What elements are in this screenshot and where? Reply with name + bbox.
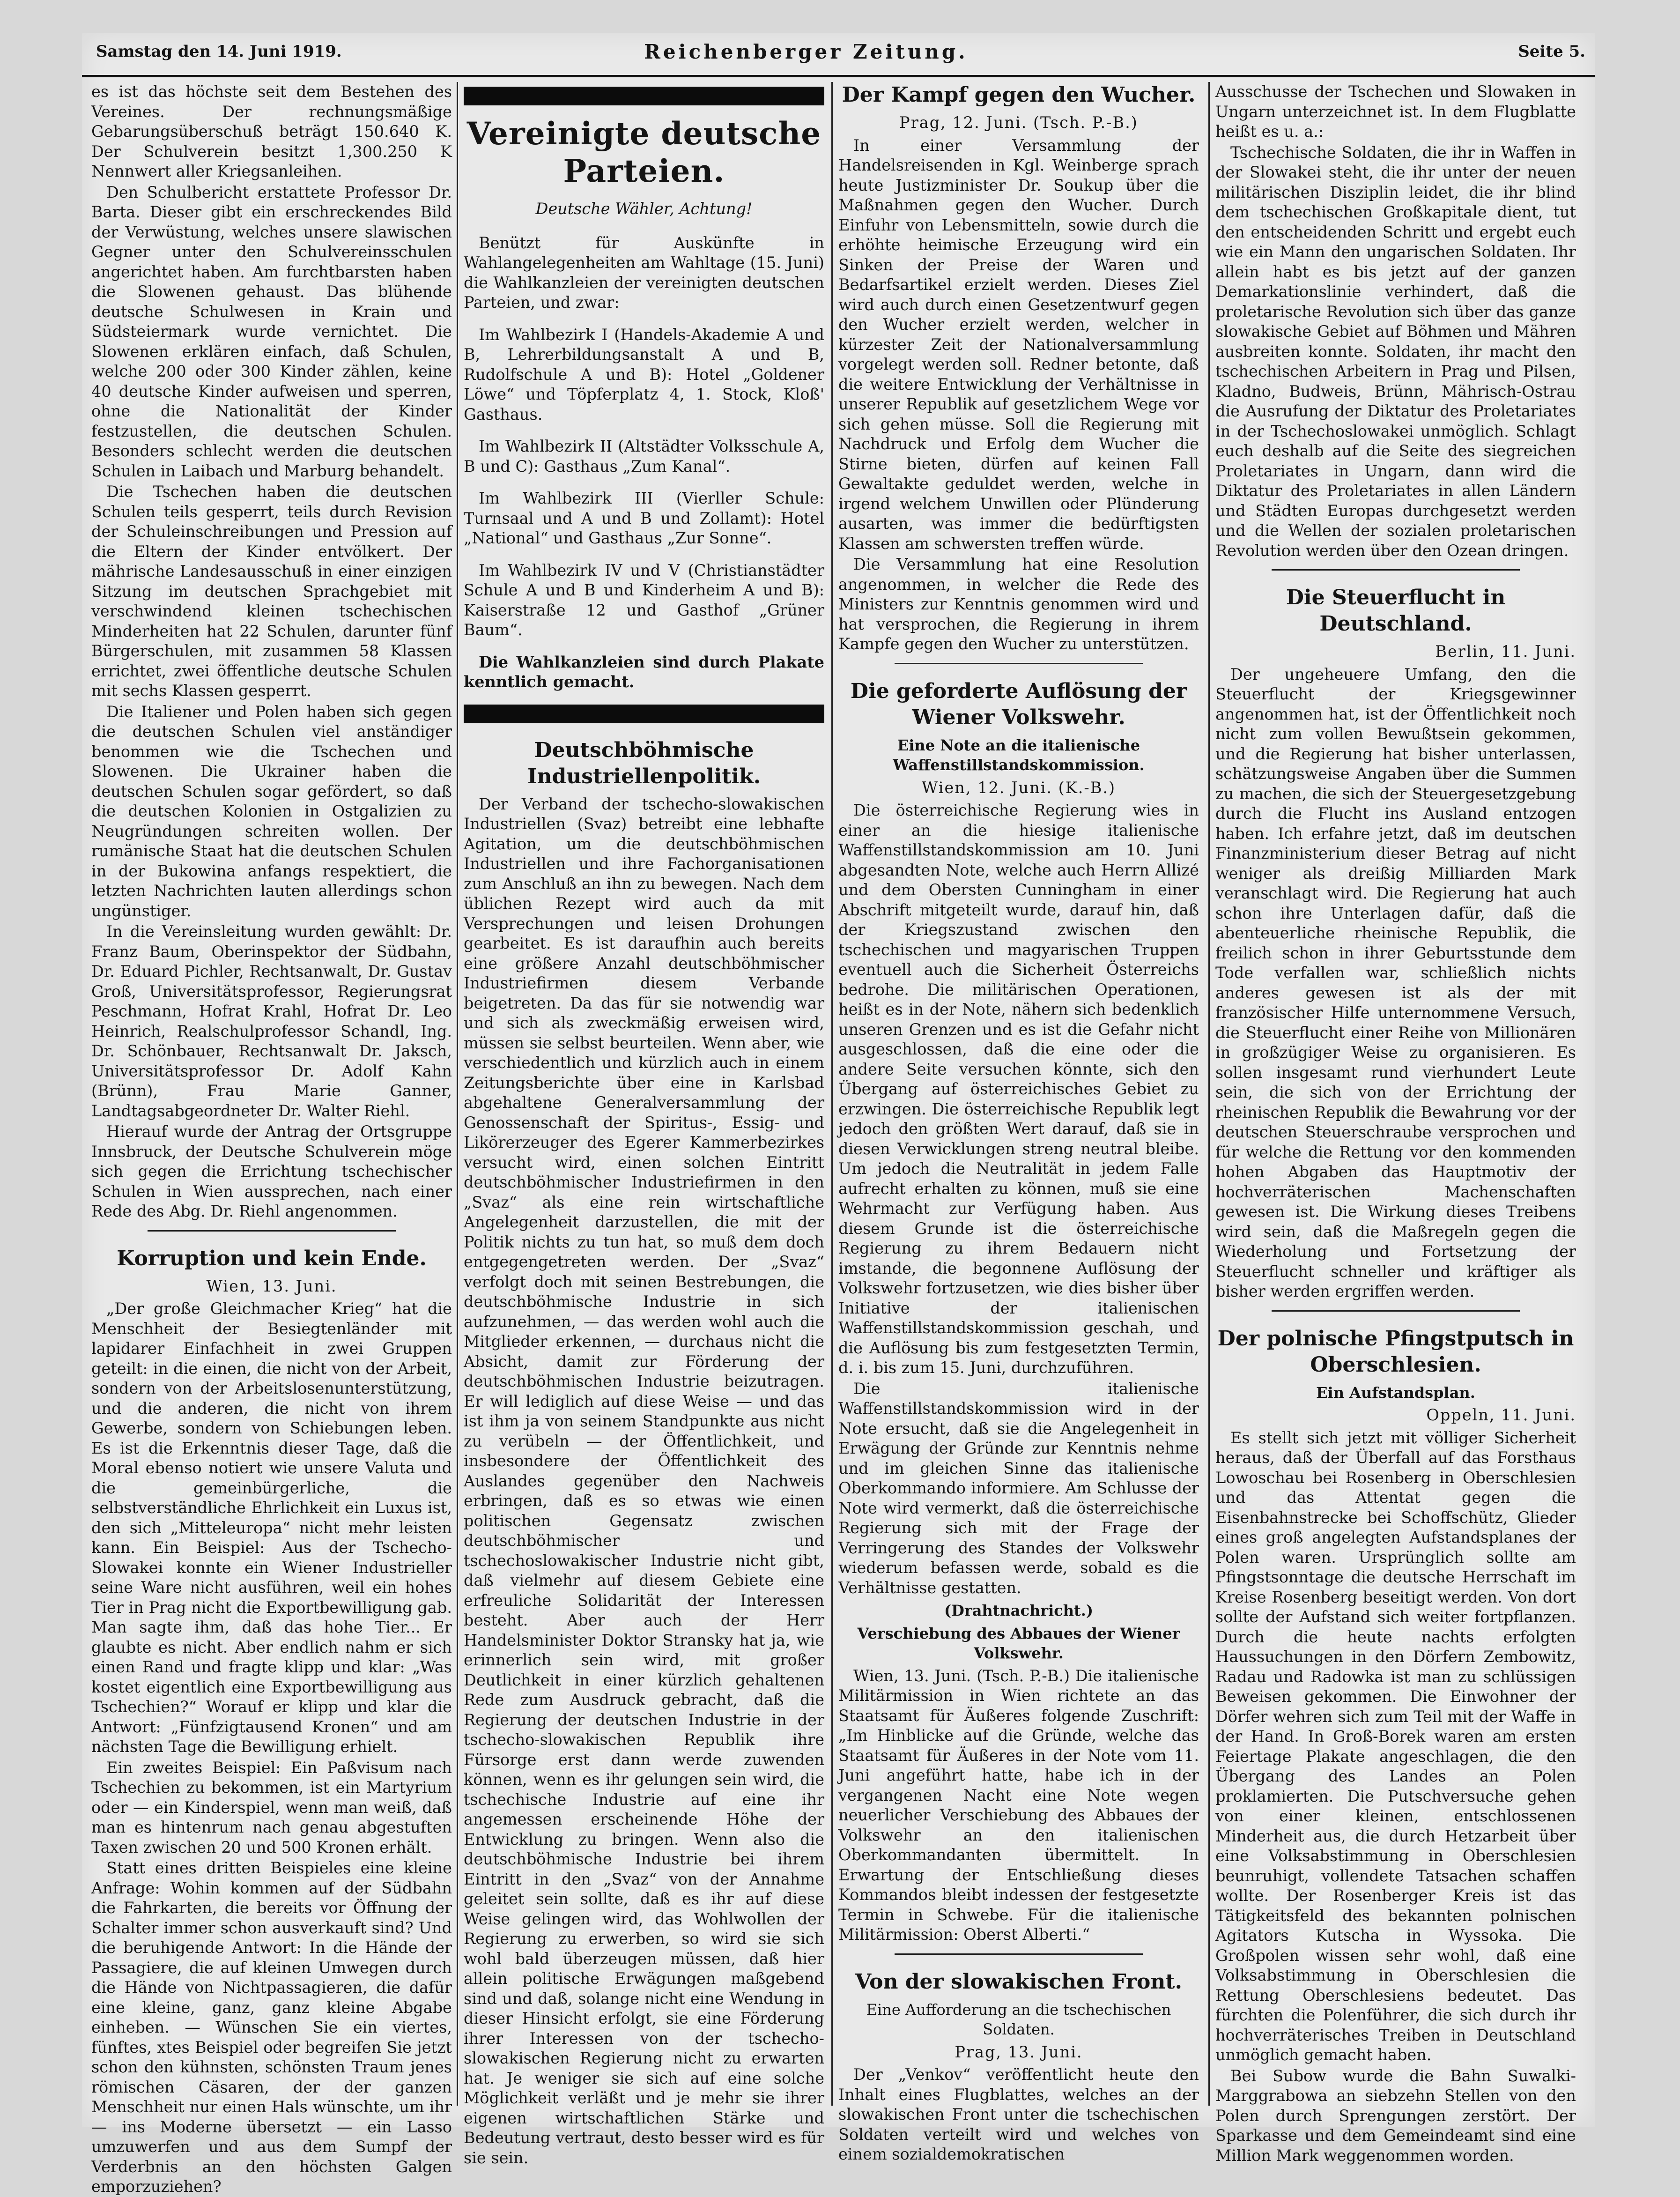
ad-paragraph: Die Wahlkanzleien sind durch Plakate kenntlich gemacht.: [464, 653, 824, 691]
article-paragraph: Bei Subow wurde die Bahn Suwalki-Marggrabowa an siebzehn Stellen von den Polen durch Sprengungen zerstört. Der Sparkasse und dem Gemeindeamt sind eine Million Mark weggenommen worden.: [1215, 2066, 1576, 2165]
dateline: Prag, 12. Juni. (Tsch. P.-B.): [899, 113, 1138, 132]
column-4: [1215, 82, 1576, 2165]
article-paragraph: Ein zweites Beispiel: Ein Paßvisum nach Tschechien zu bekommen, ist ein Martyrium oder — ein Kinderspiel, wenn man weiß, daß man es hintenrum nach genau abgestuften Taxen zwischen 20 und 500 Kronen erhält.: [91, 1758, 452, 1856]
article-paragraph: Die Tschechen haben die deutschen Schulen teils gesperrt, teils durch Revision der Schuleinschreibungen und Pression auf die Eltern der Kinder entvölkert. Der mährische Landesausschuß in einer einzigen Sitzung im deutschen Sprachgebiet mit verschwindend kleinen tschechischen Minderheiten hat 22 Schulen, darunter fünf Bürgerschulen, mit zusammen 58 Klassen errichtet, zwei öffentliche deutsche Schulen mit sechs Klassen gesperrt.: [91, 482, 452, 700]
article-paragraph: Die österreichische Regierung wies in einer an die hiesige italienische Waffenstillstandskommission am 10. Juni abgesandten Note, welche auch Herrn Allizé und dem Obersten Cunningham in einer Abschrift mitgeteilt wurde, darauf hin, daß der Kriegszustand zwischen den tschechischen und magyarischen Truppen eventuell auch die Sicherheit Österreichs bedrohe. Die militärischen Operationen, heißt es in der Note, nähern sich bedenklich unseren Grenzen und es ist die Gefahr nicht ausgeschlossen, daß die eine oder die andere Seite versuchen könnte, sich den Übergang auf österreichisches Gebiet zu erzwingen. Die österreichische Republik legt jedoch den größten Wert darauf, daß sie in diesen Verwicklungen streng neutral bleibe. Um jedoch die Neutralität in jedem Falle aufrecht erhalten zu können, muß sie eine Wehrmacht zur Verfügung haben. Aus diesem Grunde ist die österreichische Regierung zu ihrem Bedauern nicht imstande, die begonnene Auflösung der Volkswehr fortzusetzen, wie dies bisher über Initiative der italienischen Waffenstillstandskommission geschah, und die Auflösung bis zum festgesetzten Termin, d. i. bis zum 15. Juni, durchzuführen.: [838, 801, 1199, 1377]
section-rule: [895, 1953, 1143, 1955]
article-paragraph: Der „Venkov“ veröffentlicht heute den Inhalt eines Flugblattes, welches an der slowakischen Front unter die tschechischen Soldaten verteilt wird und welches von einem sozialdemokratischen: [838, 2065, 1199, 2163]
section-rule: [1272, 569, 1520, 571]
subheadline: Ein Aufstandsplan.: [1316, 1383, 1475, 1402]
article-paragraph: In einer Versammlung der Handelsreisenden in Kgl. Weinberge sprach heute Justizminister Dr. Soukup über die Maßnahmen gegen den Wucher. Durch Einfuhr von Lebensmitteln, sowie durch die erhöhte heimische Erzeugung wird ein Sinken der Preise der Waren und Bedarfsartikel erzielt werden. Dieses Ziel wird auch durch einen Gesetzentwurf gegen den Wucher erzielt werden, welcher in kürzester Zeit der Nationalversammlung vorgelegt werden soll. Redner betonte, daß die weitere Entwicklung der Verhältnisse in unserer Republik auf gesetzlichem Wege vor sich gehen müsse. Soll die Regierung mit Nachdruck und Erfolg dem Wucher die Stirne bieten, dürfen auf keinen Fall Gewaltakte geduldet werden, welche in irgend welchem Unwillen oder Plünderung ausarten, was immer die bedürftigsten Klassen am schwersten treffen würde.: [838, 136, 1199, 553]
article-paragraph: Die italienische Waffenstillstandskommission wird in der Note ersucht, daß sie die Angelegenheit in Erwägung der Gründe zur Kenntnis nehme und im gleichen Sinne das italienische Oberkommando informiere. Am Schlusse der Note wird vermerkt, daß die österreichische Regierung sich mit der Frage der Verringerung des Standes der Volkswehr wiederum befassen werde, sobald es die Verhältnisse gestatten.: [838, 1379, 1199, 1597]
headline-korruption: Korruption und kein Ende.: [117, 1246, 427, 1270]
headline-pfingstputsch: Der polnische Pfingstputsch in Oberschlesien.: [1217, 1326, 1574, 1377]
article-paragraph: Der Verband der tschecho-slowakischen Industriellen (Svaz) betreibt eine lebhafte Agitation, um die deutschböhmischen Industriellen und ihre Fachorganisationen zum Anschluß an ihn zu bewegen. Nach dem üblichen Rezept wird auch da mit Versprechungen und leisen Drohungen gearbeitet. Es ist daraufhin auch bereits eine größere Anzahl deutschböhmischer Industriefirmen diesem Verbande beigetreten. Da das für sie notwendig war und sich als zweckmäßig erweisen wird, müssen sie selbst beurteilen. Wenn aber, wie verschiedentlich und kürzlich auch in einem Zeitungsberichte über eine in Karlsbad abgehaltene Generalversammlung der Genossenschaft der Spiritus-, Essig- und Likörerzeuger des Egerer Kammerbezirkes versucht wird, einen solchen Eintritt deutschböhmischer Industriefirmen in den „Svaz“ als eine rein wirtschaftliche Angelegenheit darzustellen, die mit der Politik nichts zu tun hat, so muß dem doch entgegengetreten werden. Der „Svaz“ verfolgt doch mit seinen Bestrebungen, die deutschböhmische Industrie in sich aufzunehmen, — das werden wohl auch die Mitglieder erkennen, — durchaus nicht die Absicht, damit zur Förderung der deutschböhmischen Industrie beizutragen. Er will lediglich auf diese Weise — und das ist ihm ja von seinem Standpunkte aus nicht zu verübeln — der Öffentlichkeit, und insbesondere der Öffentlichkeit des Auslandes gegenüber den Nachweis erbringen, daß es so etwas wie einen politischen Gegensatz zwischen deutschböhmischer und tschechoslowakischer Industrie nicht gibt, daß vielmehr auf diesem Gebiete eine erfreuliche Solidarität der Interessen besteht. Aber auch der Herr Handelsminister Doktor Stransky hat ja, wie erinnerlich sein wird, mit großer Deutlichkeit in einer kürzlich gehaltenen Rede zum Ausdruck gebracht, daß die Regierung der deutschen Industrie in der tschecho-slowakischen Republik ihre Fürsorge erst dann werde zuwenden können, wenn es ihr gelungen sein wird, die tschechische Industrie auf eine ihr angemessen erscheinende Höhe der Entwicklung zu bringen. Wenn also die deutschböhmische Industrie bei ihrem Eintritt in den „Svaz“ von der Annahme geleitet sein sollte, daß es ihr auf diese Weise gelingen wird, das Wohlwollen der Regierung zu erwerben, so wird sie sich wohl bald überzeugen müssen, daß hier allein politische Erwägungen maßgebend sind und daß, solange nicht eine Wendung in dieser Hinsicht erfolgt, sie eine Förderung ihrer Interessen von der tschecho-slowakischen Regierung nicht zu erwarten hat. Je weniger sie sich auf eine solche Möglichkeit verläßt und je mehr sie ihrer eigenen wirtschaftlichen Stärke und Bedeutung vertraut, desto besser wird es für sie sein.: [464, 794, 824, 2167]
article-paragraph: In die Vereinsleitung wurden gewählt: Dr. Franz Baum, Oberinspektor der Südbahn, Dr. Eduard Pichler, Rechtsanwalt, Dr. Gustav Groß, Universitätsprofessor, Regierungsrat Peschmann, Hofrat Krahl, Hofrat Dr. Leo Heinrich, Realschulprofessor Schandl, Ing. Dr. Schönbauer, Rechtsanwalt Dr. Jaksch, Universitätsprofessor Dr. Adolf Kahn (Brünn), Frau Marie Ganner, Landtagsabgeordneter Dr. Walter Riehl.: [91, 922, 452, 1120]
column-divider: [1208, 82, 1210, 2106]
headline-steuerflucht: Die Steuerflucht in Deutschland.: [1286, 586, 1506, 636]
dateline: Berlin, 11. Juni.: [1435, 642, 1576, 661]
header-rule: [82, 75, 1595, 77]
headline-front: Von der slowakischen Front.: [855, 1969, 1182, 1994]
ad-top-bar: [464, 87, 824, 105]
column-3: [838, 82, 1199, 2163]
headline-wucher: Der Kampf gegen den Wucher.: [842, 83, 1196, 107]
article-paragraph: Der ungeheuere Umfang, den die Steuerflucht der Kriegsgewinner angenommen hat, ist der Öffentlichkeit noch nicht zum vollen Bewußtsein gekommen, und die Regierung hat bisher unterlassen, schätzungsweise Angaben über die Summen zu machen, die sich der Steuergesetzgebung durch die Flucht ins Ausland entzogen haben. Ich erfahre jetzt, daß im deutschen Finanzministerium dieser Betrag auf nicht weniger als dreißig Milliarden Mark veranschlagt wird. Die Regierung hat auch schon ihre Unterlagen dafür, daß die abenteuerliche rheinische Republik, die freilich schon in ihrer Geburtsstunde dem Tode verfallen war, schließlich nichts anderes gewesen ist als der mit französischer Hilfe unternommene Versuch, die Steuerflucht einer Reihe von Millionären in großzügiger Weise zu organisieren. Es sollen insgesamt rund vierhundert Leute sein, die sich von der Errichtung der rheinischen Republik die Bewahrung vor der deutschen Steuerschraube versprochen und für welche die Rettung vor den kommenden hohen Abgaben das Hauptmotiv der hochverräterischen Machenschaften gewesen ist. Die Wirkung dieses Treibens wird sein, daß die Maßregeln gegen die Wiederholung und Fortsetzung der Steuerflucht schneller und kräftiger als bisher werden ergriffen werden.: [1215, 665, 1576, 1300]
page-header: [82, 37, 1595, 70]
dateline: Wien, 13. Juni.: [206, 1277, 337, 1295]
ad-paragraph: Im Wahlbezirk III (Vierller Schule: Turnsaal und A und B und Zollamt): Hotel „National“ und Gasthaus „Zur Sonne“.: [464, 489, 824, 547]
dateline: Wien, 12. Juni. (K.-B.): [921, 778, 1116, 797]
subheadline: Verschiebung des Abbaues der Wiener Volkswehr.: [857, 1624, 1180, 1662]
article-paragraph: „Der große Gleichmacher Krieg“ hat die Menschheit der Besiegtenländer mit lapidarer Einfachheit in zwei Gruppen geteilt: in die einen, die nicht von der Arbeit, sondern von der Arbeitslosenunterstützung, und die anderen, die nicht von ihrem Gewerbe, sondern von Schiebungen leben. Es ist die Erkenntnis dieser Tage, daß die Moral ebenso notiert wie unsere Valuta und die gemeinbürgerliche, die selbstverständliche Ehrlichkeit ein Luxus ist, den sich „Mitteleuropa“ nicht mehr leisten kann. Ein Beispiel: Aus der Tschecho-Slowakei konnte ein Wiener Industrieller seine Ware nicht ausführen, weil ein hohes Tier in Prag nicht die Exportbewilligung gab. Man sagte ihm, daß das hohe Tier... Er glaubte es nicht. Aber endlich nahm er sich einen Rand und fragte klipp und klar: „Was kostet eigentlich eine Exportbewilligung aus Tschechien?“ Worauf er klipp und klar die Antwort: „Fünfzigtausend Kronen“ und am nächsten Tage die Bewilligung erhielt.: [91, 1299, 452, 1756]
issue-date: Samstag den 14. Juni 1919.: [96, 42, 342, 61]
column-divider: [457, 82, 458, 2106]
headline-industriellenpolitik: Deutschböhmische Industriellenpolitik.: [527, 738, 761, 788]
headline-volkswehr: Die geforderte Auflösung der Wiener Volkswehr.: [850, 679, 1187, 729]
subheadline: Eine Aufforderung an die tschechischen Soldaten.: [866, 2000, 1171, 2038]
column-divider: [831, 82, 833, 2106]
section-rule: [1272, 1310, 1520, 1312]
section-rule: [895, 663, 1143, 664]
election-ad: [464, 115, 824, 692]
article-paragraph: Statt eines dritten Beispieles eine kleine Anfrage: Wohin kommen auf der Südbahn die Fahrkarten, die bereits vor Öffnung der Schalter immer schon ausverkauft sind? Und die beruhigende Antwort: In die Hände der Passagiere, die auf kleinen Umwegen durch die Hände von Nichtpassagieren, die dafür eine kleine, ganz, ganz kleine Abgabe einheben. — Wünschen Sie ein viertes, fünftes, xtes Beispiel oder begreifen Sie jetzt schon den kühnsten, schönsten Traum jenes römischen Cäsaren, der der ganzen Menschheit nur einen Hals wünschte, um ihr — ins Moderne übersetzt — ein Lasso umzuwerfen und aus dem Sumpf der Verderbnis an den höchsten Galgen emporzuziehen?: [91, 1859, 452, 2196]
newspaper-page: [82, 33, 1595, 2196]
ad-title: Vereinigte deutsche Parteien.: [466, 115, 821, 189]
dateline: Oppeln, 11. Juni.: [1426, 1406, 1576, 1424]
subheadline: Eine Note an die italienische Waffenstillstandskommission.: [893, 736, 1145, 774]
ad-paragraph: Im Wahlbezirk I (Handels-Akademie A und B, Lehrerbildungsanstalt A und B, Rudolfschule A und B): Hotel „Goldener Löwe“ und Töpferplatz 4, 1. Stock, Kloß' Gasthaus.: [464, 325, 824, 423]
article-paragraph: Wien, 13. Juni. (Tsch. P.-B.) Die italienische Militärmission in Wien richtete an das Staatsamt für Äußeres folgende Zuschrift: „Im Hinblicke auf die Gründe, welche das Staatsamt für Äußeres in der Note vom 11. Juni angeführt hatte, habe ich in der vergangenen Nacht eine Note wegen neuerlicher Verschiebung des Abbaues der Volkswehr an den italienischen Oberkommandanten übermittelt. In Erwartung der Entschließung dieses Kommandos bleibt indessen der festgesetzte Termin in Schwebe. Für die italienische Militärmission: Oberst Alberti.“: [838, 1666, 1199, 1944]
article-paragraph: Die Versammlung hat eine Resolution angenommen, in welcher die Rede des Ministers zur Kenntnis genommen wird und hat versprochen, die Regierung in ihrem Kampfe gegen den Wucher zu unterstützen.: [838, 555, 1199, 653]
article-paragraph: es ist das höchste seit dem Bestehen des Vereines. Der rechnungsmäßige Gebarungsüberschuß beträgt 150.640 K. Der Schulverein besitzt 1,300.250 K Nennwert aller Kriegsanleihen.: [91, 82, 452, 180]
section-rule: [148, 1230, 396, 1232]
article-paragraph: Ausschusse der Tschechen und Slowaken in Ungarn unterzeichnet ist. In dem Flugblatte heißt es u. a.:: [1215, 82, 1576, 141]
article-paragraph: Den Schulbericht erstattete Professor Dr. Barta. Dieser gibt ein erschreckendes Bild der Verwüstung, welches unsere slawischen Gegner unter den Schulvereinsschulen angerichtet haben. Am furchtbarsten haben die Slowenen gehaust. Das blühende deutsche Schulwesen in Krain und Südsteiermark wurde vernichtet. Die Slowenen erklären einfach, daß Schulen, welche 200 oder 300 Kinder zählen, keine 40 deutsche Kinder aufweisen und sperren, ohne die Nationalität der Kinder festzustellen, die deutschen Schulen. Besonders schlecht werden die deutschen Schulen in Laibach und Marburg behandelt.: [91, 183, 452, 480]
article-paragraph: Die Italiener und Polen haben sich gegen die deutschen Schulen viel anständiger benommen wie die Tschechen und Slowenen. Die Ukrainer haben die deutschen Schulen sogar gefördert, so daß die deutschen Kolonien in Ostgalizien zu Neugründungen schreiten wollen. Der rumänische Staat hat die deutschen Schulen in der Bukowina anfangs respektiert, die letzten Nachrichten lauten allerdings schon ungünstiger.: [91, 702, 452, 920]
column-1: [91, 82, 452, 2196]
page-number: Seite 5.: [1518, 42, 1585, 61]
ad-bottom-bar: [464, 705, 824, 723]
article-paragraph: Hierauf wurde der Antrag der Ortsgruppe Innsbruck, der Deutsche Schulverein möge sich gegen die Errichtung tschechischer Schulen in Wien aussprechen, nach einer Rede des Abg. Dr. Riehl angenommen.: [91, 1122, 452, 1220]
column-2: [464, 82, 824, 2167]
masthead: Reichenberger Zeitung.: [644, 40, 968, 63]
ad-paragraph: Benützt für Auskünfte in Wahlangelegenheiten am Wahltage (15. Juni) die Wahlkanzleien der vereinigten deutschen Parteien, und zwar:: [464, 233, 824, 312]
article-paragraph: Tschechische Soldaten, die ihr in Waffen in der Slowakei steht, die ihr unter der neuen militärischen Disziplin leidet, die ihr blind dem tschechischen Großkapitale dient, tut den entscheidenden Schritt und ergebt euch wie ein Mann den ungarischen Soldaten. Ihr allein habt es bis jetzt auf der ganzen Demarkationslinie verhindert, daß die proletarische Revolution sich über das ganze slowakische Gebiet auf Böhmen und Mähren ausbreiten konnte. Soldaten, ihr macht den tschechischen Arbeitern in Prag und Pilsen, Kladno, Budweis, Brünn, Mährisch-Ostrau die Ausrufung der Diktatur des Proletariates in der Tschechoslowakei unmöglich. Schlagt euch deshalb auf die Seite des siegreichen Proletariates in Ungarn, dann wird die Diktatur des Proletariates in allen Ländern und Städten Europas durchgesetzt werden und die Wellen der sozialen proletarischen Revolution werden über den Ozean dringen.: [1215, 143, 1576, 560]
wire-note: (Drahtnachricht.): [944, 1602, 1094, 1619]
ad-paragraph: Im Wahlbezirk IV und V (Christianstädter Schule A und B und Kinderheim A und B): Kaiserstraße 12 und Gasthof „Grüner Baum“.: [464, 561, 824, 639]
ad-paragraph: Im Wahlbezirk II (Altstädter Volksschule A, B und C): Gasthaus „Zum Kanal“.: [464, 437, 824, 475]
dateline: Prag, 13. Juni.: [955, 2042, 1083, 2061]
ad-lead: Deutsche Wähler, Achtung!: [535, 200, 753, 218]
article-paragraph: Es stellt sich jetzt mit völliger Sicherheit heraus, daß der Überfall auf das Forsthaus Lowoschau bei Rosenberg in Oberschlesien und das Attentat gegen die Eisenbahnstrecke bei Schoffschütz, Glieder eines groß angelegten Aufstandsplanes der Polen waren. Ursprünglich sollte am Pfingstsonntage die deutsche Herrschaft im Kreise Rosenberg beseitigt werden. Von dort sollte der Aufstand sich weiter fortpflanzen. Durch die heute nachts erfolgten Haussuchungen in den Dörfern Zembowitz, Radau und Radowka ist man zu schlüssigen Beweisen gekommen. Die Einwohner der Dörfer wehren sich zum Teil mit der Waffe in der Hand. In Groß-Borek waren am ersten Feiertage Plakate angeschlagen, die den Übergang des Landes an Polen proklamierten. Die Putschversuche gehen von einer kleinen, entschlossenen Minderheit aus, die durch Hetzarbeit über eine Volksabstimmung in Oberschlesien beunruhigt, vollendete Tatsachen schaffen wollte. Der Rosenberger Kreis ist das Tätigkeitsfeld des bekannten polnischen Agitators Kutscha in Wyssoka. Die Großpolen wissen sehr wohl, daß eine Volksabstimmung in Oberschlesien die Rettung Oberschlesiens bedeutet. Das fürchten die Polenführer, die sich durch ihr hochverräterisches Treiben in Deutschland unmöglich gemacht haben.: [1215, 1428, 1576, 2064]
